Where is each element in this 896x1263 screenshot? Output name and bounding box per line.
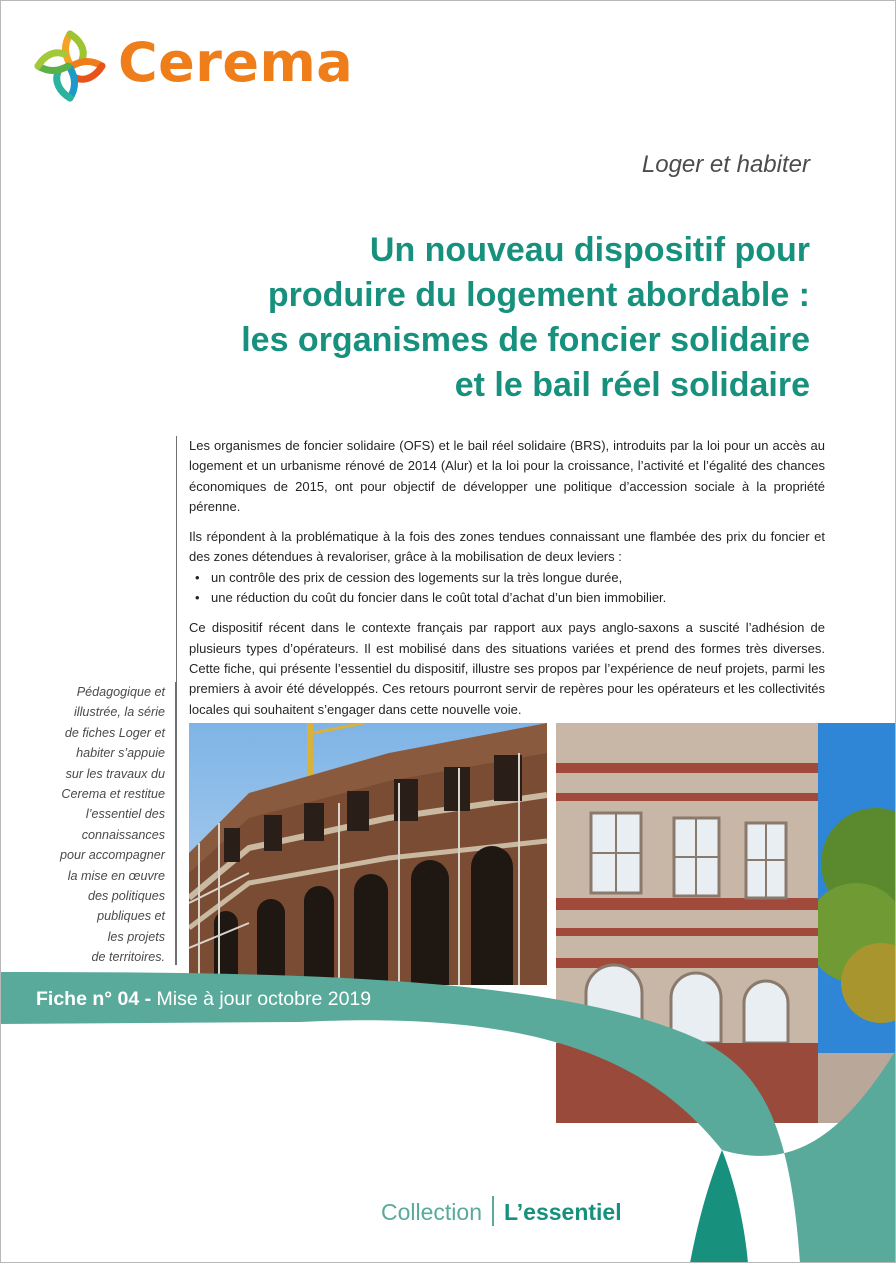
sidenote-line: l’essentiel des: [85, 807, 165, 822]
list-item: [189, 568, 825, 588]
cerema-logo-icon: [34, 30, 106, 102]
fiche-number: Fiche n° 04 -: [36, 988, 152, 1010]
list-item-text: une réduction du coût du foncier dans le coût total d’achat d’un bien immobilier.: [211, 590, 667, 606]
sidenote-line: de fiches Loger et: [64, 725, 165, 740]
collection-divider: [492, 1196, 494, 1226]
page-title: [170, 228, 810, 408]
lever-list: [189, 568, 825, 609]
sidenote-line: Pédagogique et: [76, 685, 165, 699]
title-line: et le bail réel solidaire: [454, 366, 810, 404]
list-item-text: un contrôle des prix de cession des logements sur la très longue durée,: [211, 569, 623, 585]
sidenote: [20, 682, 165, 965]
intro-text: [176, 436, 825, 730]
intro-paragraph: Les organismes de foncier solidaire (OFS) et le bail réel solidaire (BRS), introduits par la loi pour un accès au logement et un urbanisme rénové de 2014 (Alur) et la loi pour la croissance, l’activité et l’égalité des chances économiques de 2015, ont pour objectif de développer une politique d’accession sociale à la propriété pérenne.: [189, 438, 825, 514]
sidenote-line: la mise en œuvre: [67, 868, 165, 883]
title-line: les organismes de foncier solidaire: [241, 321, 810, 359]
title-line: Un nouveau dispositif pour: [369, 231, 810, 269]
sidenote-line: sur les travaux du: [65, 766, 165, 781]
sidenote-line: publiques et: [97, 909, 165, 924]
sidenote-line: pour accompagner: [59, 848, 165, 863]
bullet-icon: •: [195, 590, 200, 606]
fiche-label: [36, 988, 371, 1011]
sidenote-line: illustrée, la série: [74, 705, 165, 720]
title-line: produire du logement abordable :: [267, 276, 810, 314]
building-photo-scaffolding: [189, 723, 547, 985]
sidenote-line: habiter s’appuie: [76, 746, 165, 761]
sidenote-line: de territoires.: [91, 950, 165, 965]
collection-label: [381, 1196, 622, 1228]
sidenote-line: des politiques: [87, 889, 165, 904]
sidenote-line: connaissances: [81, 827, 165, 842]
fiche-date: Mise à jour octobre 2019: [156, 988, 372, 1010]
sidenote-line: Cerema et restitue: [61, 787, 165, 802]
collection-name: L’essentiel: [504, 1199, 622, 1225]
bullet-icon: •: [195, 569, 200, 585]
collection-prefix: Collection: [381, 1199, 482, 1225]
brand-name: Cerema: [118, 31, 354, 94]
category-label: Loger et habiter: [641, 151, 810, 178]
intro-paragraph: Ce dispositif récent dans le contexte français par rapport aux pays anglo-saxons a suscité l’adhésion de plusieurs types d’opérateurs. Il est mobilisé dans des situations variées et prend des formes très diverses. Cette fiche, qui présente l’essentiel du dispositif, illustre ses propos par l’expérience de neuf projets, parmi les premiers à avoir été développés. Ces retours pourront servir de repères pour les opérateurs et les collectivités locales qui souhaitent s’engager dans cette nouvelle voie.: [189, 620, 825, 717]
sidenote-line: les projets: [107, 929, 165, 944]
sidenote-divider: [175, 682, 177, 965]
list-item: [189, 588, 825, 608]
intro-paragraph: Ils répondent à la problématique à la fois des zones tendues connaissant une flambée des prix du foncier et des zones détendues à revaloriser, grâce à la mobilisation de deux leviers :: [189, 529, 825, 565]
